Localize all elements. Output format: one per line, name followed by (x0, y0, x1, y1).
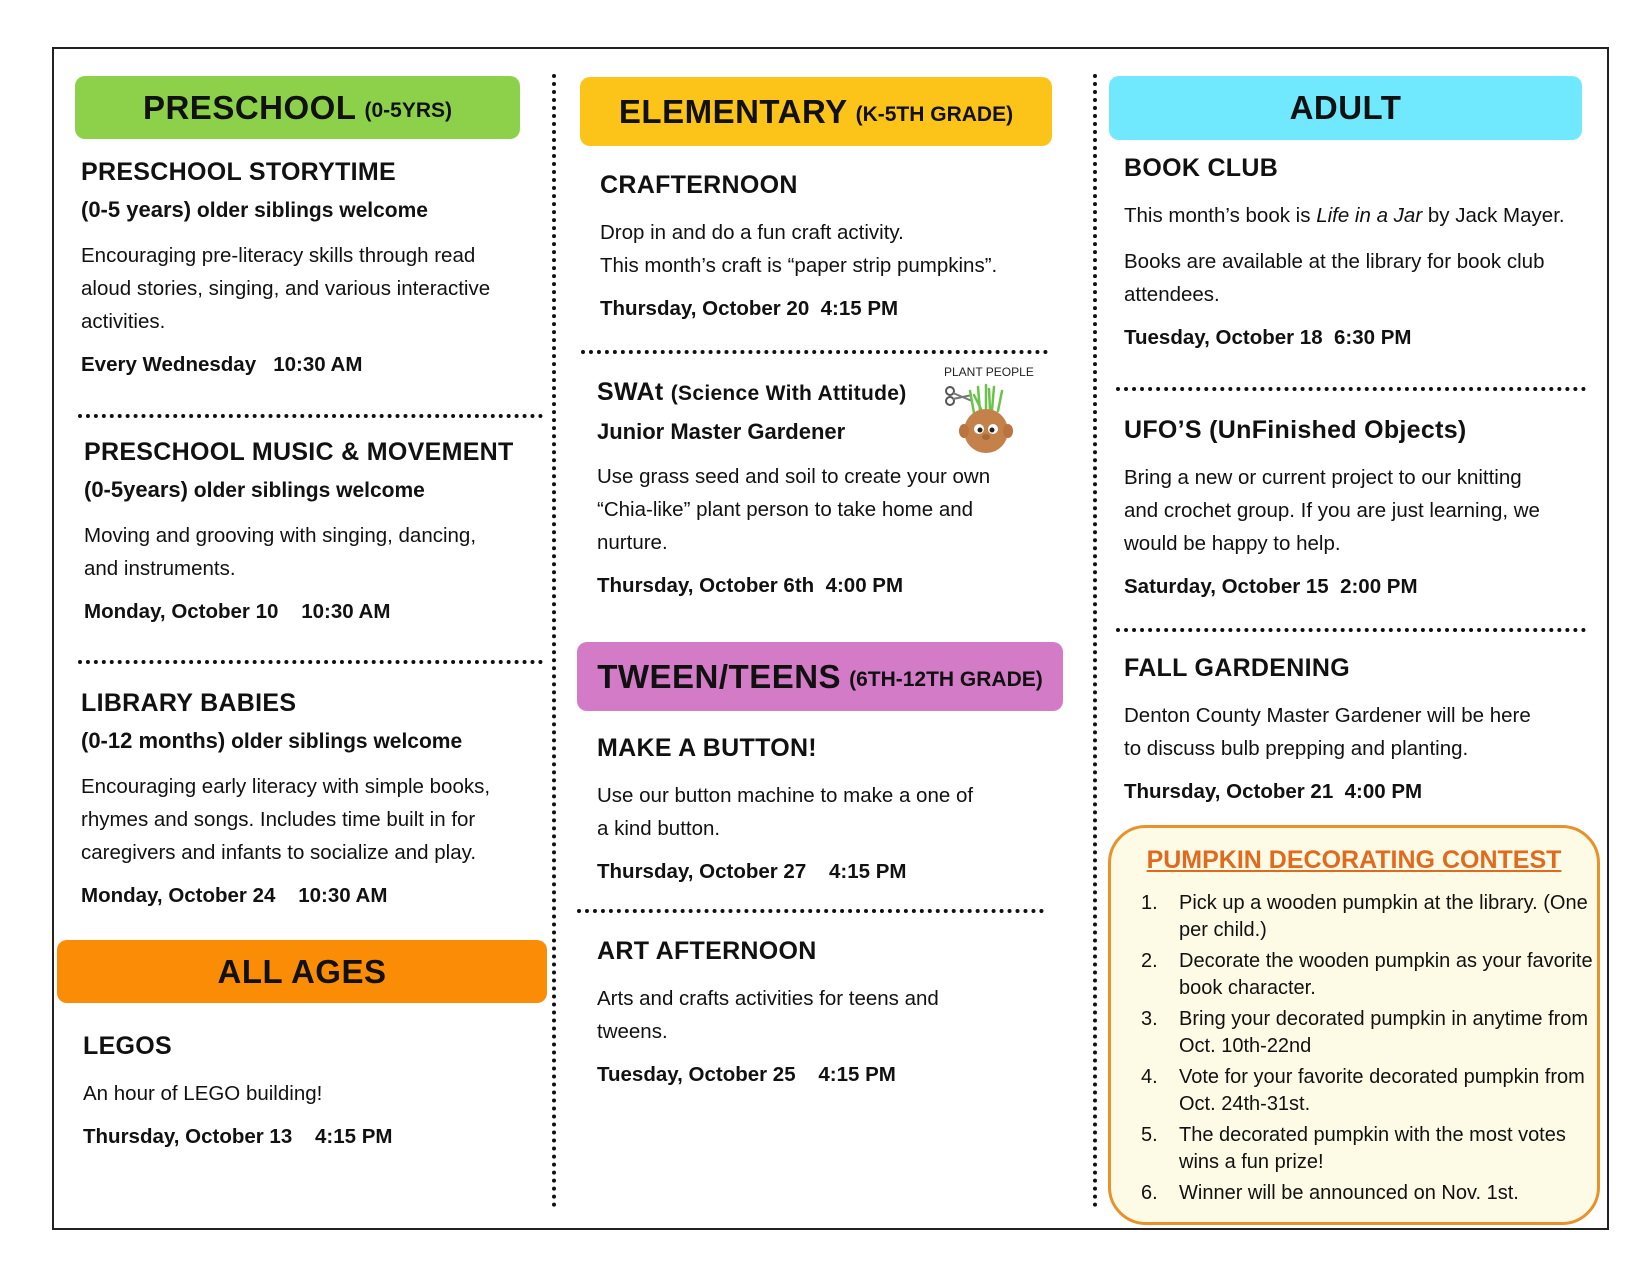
event-description: Encouraging pre-literacy skills through read (81, 244, 476, 267)
event-schedule: Saturday, October 15 2:00 PM (1124, 575, 1418, 598)
contest-step: 6. Winner will be announced on Nov. 1st. (1141, 1182, 1519, 1204)
column-divider-left (552, 74, 556, 1208)
event-art-afternoon (597, 936, 1037, 1088)
event-schedule: Thursday, October 27 4:15 PM (597, 860, 907, 883)
event-crafternoon (600, 170, 1040, 322)
event-library-babies (81, 688, 541, 909)
event-description: caregivers and infants to socialize and play. (81, 841, 477, 864)
event-description: Books are available at the library for book club (1124, 250, 1545, 273)
event-description: Drop in and do a fun craft activity. (600, 221, 904, 244)
chia-head-icon (942, 365, 1042, 465)
separator (581, 350, 1048, 354)
event-title: UFO’S (UnFinished Objects) (1124, 416, 1467, 444)
event-description: This month’s craft is “paper strip pumpkins”. (600, 254, 998, 277)
all-ages-title: ALL AGES (217, 952, 387, 990)
event-age: (0-5years) older siblings welcome (84, 477, 425, 502)
event-title: FALL GARDENING (1124, 654, 1350, 682)
event-title: PRESCHOOL STORYTIME (81, 158, 397, 186)
tweens-banner (577, 642, 1063, 711)
event-description: Denton County Master Gardener will be here (1124, 704, 1531, 727)
event-schedule: Monday, October 10 10:30 AM (84, 600, 391, 623)
event-title: PRESCHOOL MUSIC & MOVEMENT (84, 438, 514, 466)
event-schedule: Tuesday, October 18 6:30 PM (1124, 326, 1412, 349)
book-title: Life in a Jar (1316, 204, 1423, 227)
event-title: LIBRARY BABIES (81, 689, 297, 717)
event-schedule: Thursday, October 6th 4:00 PM (597, 574, 904, 597)
plant-people-caption: PLANT PEOPLE (944, 365, 1034, 379)
contest-step: 5. The decorated pumpkin with the most votes wins a fun prize! (1141, 1124, 1566, 1173)
event-fall-gardening (1124, 653, 1594, 805)
separator (78, 414, 543, 418)
contest-steps (1141, 890, 1596, 1211)
all-ages-banner (57, 940, 547, 1003)
preschool-subtitle: (0-5YRS) (364, 98, 453, 122)
event-description: Use grass seed and soil to create your own (597, 465, 991, 488)
elementary-title: ELEMENTARY (618, 92, 848, 130)
event-description: Bring a new or current project to our knitting (1124, 466, 1522, 489)
tweens-subtitle: (6TH-12TH GRADE) (849, 667, 1043, 691)
separator (78, 660, 543, 664)
event-description: aloud stories, singing, and various interactive (81, 277, 491, 300)
adult-banner (1109, 76, 1582, 140)
event-book-club (1124, 153, 1594, 351)
event-age: (0-12 months) older siblings welcome (81, 728, 463, 753)
event-swat (597, 377, 991, 599)
event-description: and crochet group. If you are just learning, we (1124, 499, 1540, 522)
event-schedule: Monday, October 24 10:30 AM (81, 884, 388, 907)
event-description: activities. (81, 310, 166, 333)
event-title: MAKE A BUTTON! (597, 734, 817, 762)
event-description: Moving and grooving with singing, dancing, (84, 524, 477, 547)
preschool-banner (75, 76, 520, 139)
event-description: would be happy to help. (1124, 532, 1341, 555)
event-title: CRAFTERNOON (600, 171, 798, 199)
separator (577, 909, 1044, 913)
event-title: SWAt (Science With Attitude) (597, 378, 907, 406)
event-preschool-storytime (81, 157, 541, 378)
separator (1116, 628, 1586, 632)
event-preschool-music (84, 437, 544, 625)
event-description: rhymes and songs. Includes time built in for (81, 808, 476, 831)
event-description: and instruments. (84, 557, 236, 580)
event-age: (0-5 years) older siblings welcome (81, 197, 428, 222)
event-description: “Chia-like” plant person to take home and (597, 498, 974, 521)
contest-step: 1. Pick up a wooden pumpkin at the library. (One per child.) (1141, 892, 1588, 941)
event-title: BOOK CLUB (1124, 154, 1279, 182)
event-schedule: Thursday, October 13 4:15 PM (83, 1125, 393, 1148)
event-schedule: Thursday, October 20 4:15 PM (600, 297, 899, 320)
plant-people-image (942, 365, 1042, 465)
event-description: Encouraging early literacy with simple books, (81, 775, 491, 798)
adult-title: ADULT (1289, 89, 1402, 126)
event-title: LEGOS (83, 1032, 173, 1060)
elementary-subtitle: (K-5TH GRADE) (855, 102, 1014, 126)
contest-step: 3. Bring your decorated pumpkin in anytime from Oct. 10th-22nd (1141, 1008, 1589, 1057)
event-description: tweens. (597, 1020, 668, 1043)
event-schedule: Tuesday, October 25 4:15 PM (597, 1063, 896, 1086)
preschool-title: PRESCHOOL (142, 88, 357, 126)
event-subtitle: Junior Master Gardener (597, 419, 846, 444)
event-description: Use our button machine to make a one of (597, 784, 974, 807)
event-description: attendees. (1124, 283, 1220, 306)
elementary-banner (580, 77, 1052, 146)
event-title: ART AFTERNOON (597, 937, 817, 965)
event-description: to discuss bulb prepping and planting. (1124, 737, 1469, 760)
event-description: a kind button. (597, 817, 721, 840)
event-make-a-button (597, 733, 1037, 885)
event-description: An hour of LEGO building! (83, 1082, 323, 1105)
column-divider-right (1093, 74, 1097, 1208)
contest-step: 2. Decorate the wooden pumpkin as your favorite book character. (1141, 950, 1593, 999)
event-description: This month’s book is Life in a Jar by Jack Mayer. (1124, 204, 1565, 227)
event-schedule: Every Wednesday 10:30 AM (81, 353, 363, 376)
contest-title: PUMPKIN DECORATING CONTEST (1146, 846, 1562, 874)
tweens-title: TWEEN/TEENS (597, 657, 842, 695)
event-description: nurture. (597, 531, 668, 554)
event-schedule: Thursday, October 21 4:00 PM (1124, 780, 1423, 803)
separator (1116, 387, 1586, 391)
contest-step: 4. Vote for your favorite decorated pumpkin from Oct. 24th-31st. (1141, 1066, 1585, 1115)
event-legos (83, 1031, 523, 1150)
event-description: Arts and crafts activities for teens and (597, 987, 939, 1010)
pumpkin-contest-box (1108, 825, 1600, 1225)
event-ufos (1124, 415, 1594, 600)
